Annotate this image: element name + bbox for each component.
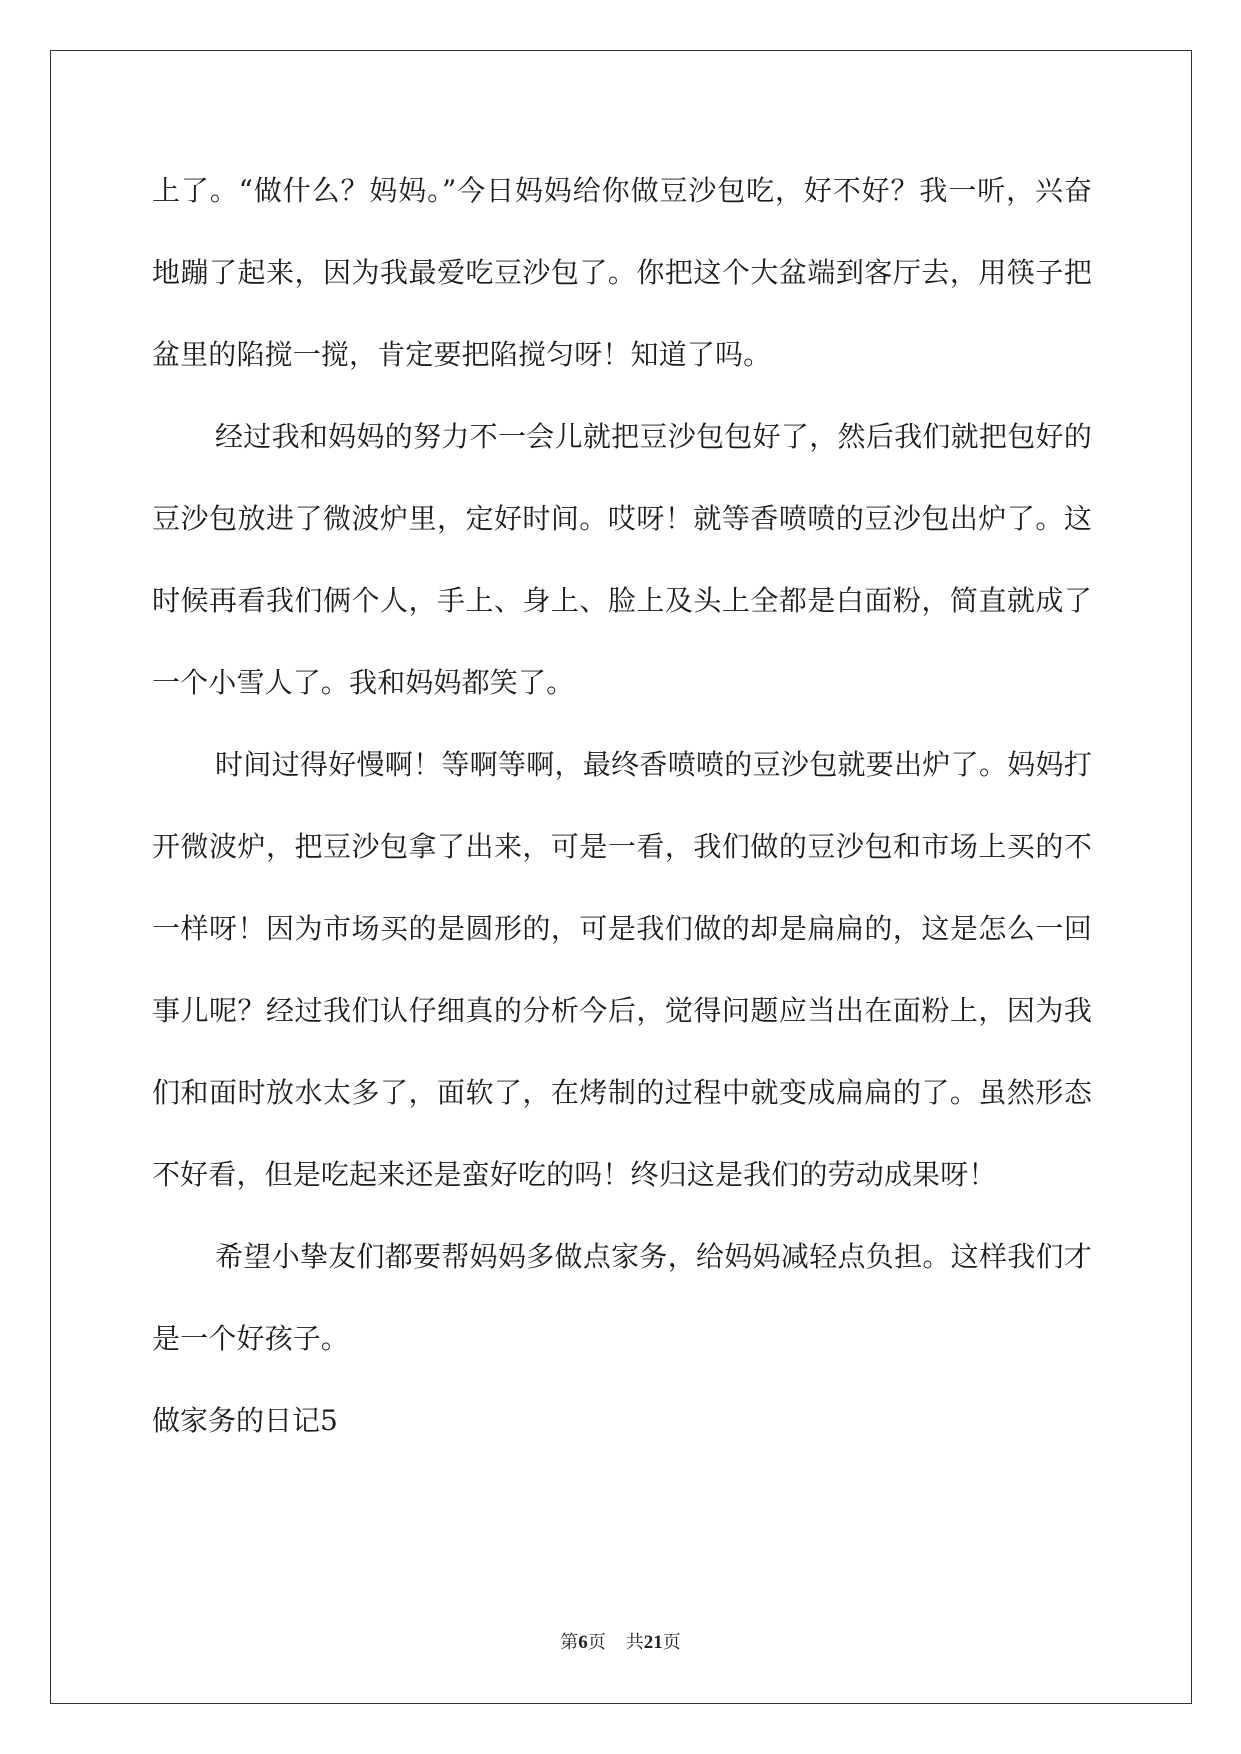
footer-total-prefix: 共 [625, 1632, 644, 1653]
paragraph-1: 上了。“做什么？妈妈。”今日妈妈给你做豆沙包吃，好不好？我一听，兴奋地蹦了起来，因为我最爱吃豆沙包了。你把这个大盆端到客厅去，用筷子把盆里的陷搅一搅，肯定要把陷搅匀呀！知道了吗。 [152, 174, 1092, 371]
footer-page-number: 6 [578, 1632, 588, 1653]
paragraph-3: 时间过得好慢啊！等啊等啊，最终香喷喷的豆沙包就要出炉了。妈妈打开微波炉，把豆沙包拿了出来，可是一看，我们做的豆沙包和市场上买的不一样呀！因为市场买的是圆形的，可是我们做的却是扁扁的，这是怎么一回事儿呢？经过我们认仔细真的分析今后，觉得问题应当出在面粉上，因为我们和面时放水太多了，面软了，在烤制的过程中就变成扁扁的了。虽然形态不好看，但是吃起来还是蛮好吃的吗！终归这是我们的劳动成果呀！ [152, 748, 1092, 1191]
document-body [152, 150, 1092, 1462]
paragraph-2: 经过我和妈妈的努力不一会儿就把豆沙包包好了，然后我们就把包好的豆沙包放进了微波炉里，定好时间。哎呀！就等香喷喷的豆沙包出炉了。这时候再看我们俩个人，手上、身上、脸上及头上全都是白面粉，简直就成了一个小雪人了。我和妈妈都笑了。 [152, 420, 1092, 699]
footer-total-label: 页 [662, 1632, 681, 1653]
section-heading: 做家务的日记5 [152, 1404, 338, 1437]
footer-total-pages: 21 [643, 1632, 663, 1653]
footer-prefix: 第 [560, 1632, 579, 1653]
footer-page-label: 页 [587, 1632, 606, 1653]
page-footer [0, 1630, 1241, 1656]
paragraph-4: 希望小挚友们都要帮妈妈多做点家务，给妈妈减轻点负担。这样我们才是一个好孩子。 [152, 1240, 1092, 1355]
